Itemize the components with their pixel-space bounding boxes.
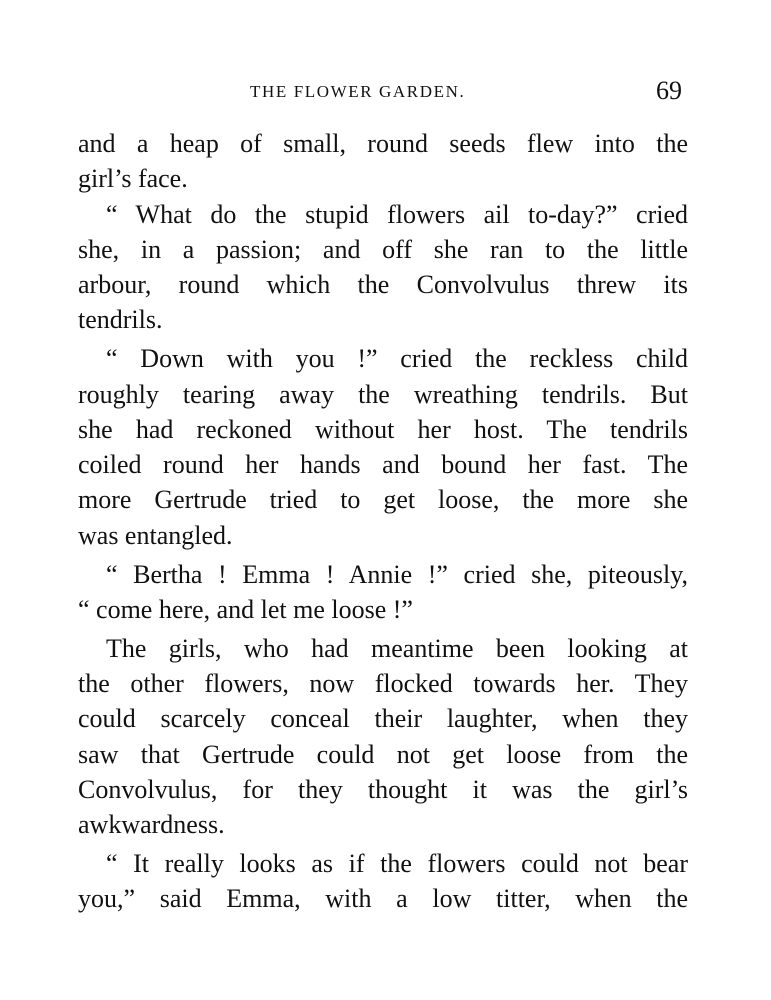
text-line: more Gertrude tried to get loose, the more she [78,485,688,515]
text-line: awkwardness. [78,810,225,840]
text-line: Convolvulus, for they thought it was the girl’s [78,774,688,804]
text-line: The girls, who had meantime been looking at [106,633,688,663]
body-text [78,126,688,917]
running-title: THE FLOWER GARDEN. [250,82,466,101]
text-line: coiled round her hands and bound her fast. The [78,450,688,480]
text-line: she had reckoned without her host. The tendrils [78,414,688,444]
text-line: “ Down with you !” cried the reckless child [106,344,688,374]
text-line: girl’s face. [78,164,188,194]
page-header [78,76,684,108]
text-line: “ It really looks as if the flowers could not bear [106,848,688,878]
text-line: the other flowers, now flocked towards her. They [78,668,688,698]
text-line: you,” said Emma, with a low titter, when the [78,884,688,914]
page-number: 69 [656,76,682,105]
text-line: arbour, round which the Convolvulus threw its [78,270,688,300]
text-line: could scarcely conceal their laughter, when they [78,704,688,734]
text-line: she, in a passion; and off she ran to the little [78,234,688,264]
text-line: “ Bertha ! Emma ! Annie !” cried she, piteously, [106,559,688,589]
text-line: “ come here, and let me loose !” [78,594,413,624]
text-line: roughly tearing away the wreathing tendrils. But [78,379,688,409]
text-line: saw that Gertrude could not get loose from the [78,739,688,769]
text-line: and a heap of small, round seeds flew into the [78,129,688,158]
text-line: tendrils. [78,305,163,335]
text-line: was entangled. [78,520,233,550]
text-line: “ What do the stupid flowers ail to-day?” cried [106,199,688,229]
